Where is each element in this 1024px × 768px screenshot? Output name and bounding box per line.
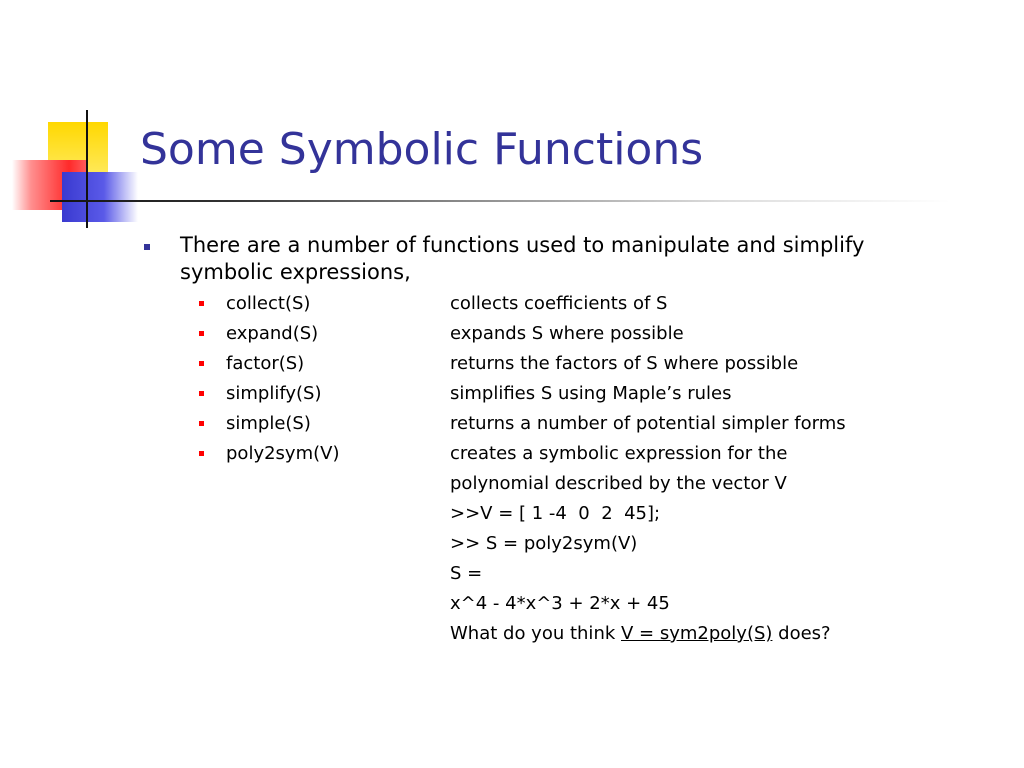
continuation-line [0, 559, 1024, 589]
continuation-line [0, 589, 1024, 619]
bullet-square-icon [199, 451, 204, 456]
question-code: V = sym2poly(S) [621, 623, 773, 644]
continuation-line [0, 499, 1024, 529]
function-name: poly2sym(V) [226, 443, 340, 464]
list-item [0, 439, 1024, 469]
function-description: simplifies S using Maple’s rules [450, 383, 732, 404]
list-item [0, 349, 1024, 379]
code-example: >> S = poly2sym(V) [450, 533, 638, 554]
function-description: creates a symbolic expression for the [450, 443, 788, 464]
question-text [450, 619, 831, 649]
code-example: >>V = [ 1 -4 0 2 45]; [450, 503, 661, 524]
continuation-line [0, 529, 1024, 559]
bullet-square-icon [199, 421, 204, 426]
description-continuation: polynomial described by the vector V [450, 473, 787, 494]
function-description: expands S where possible [450, 323, 684, 344]
bullet-square-icon [199, 361, 204, 366]
function-name: simple(S) [226, 413, 311, 434]
question-after: does? [772, 623, 831, 644]
question-before: What do you think [450, 623, 621, 644]
function-description: returns a number of potential simpler forms [450, 413, 846, 434]
function-name: factor(S) [226, 353, 305, 374]
list-item [0, 379, 1024, 409]
code-output: S = [450, 563, 483, 584]
function-description: collects coefficients of S [450, 293, 668, 314]
slide-title: Some Symbolic Functions [140, 124, 704, 175]
code-output: x^4 - 4*x^3 + 2*x + 45 [450, 593, 670, 614]
list-item [0, 409, 1024, 439]
function-name: collect(S) [226, 293, 311, 314]
bullet-square-icon [199, 301, 204, 306]
bullet-square-icon [199, 331, 204, 336]
intro-text: There are a number of functions used to manipulate and simplify symbolic expressions, [180, 233, 865, 284]
function-name: simplify(S) [226, 383, 322, 404]
question-line [0, 619, 1024, 649]
continuation-line [0, 469, 1024, 499]
bullet-square-icon [199, 391, 204, 396]
function-description: returns the factors of S where possible [450, 353, 799, 374]
list-item [0, 289, 1024, 319]
list-item [0, 319, 1024, 349]
function-name: expand(S) [226, 323, 319, 344]
